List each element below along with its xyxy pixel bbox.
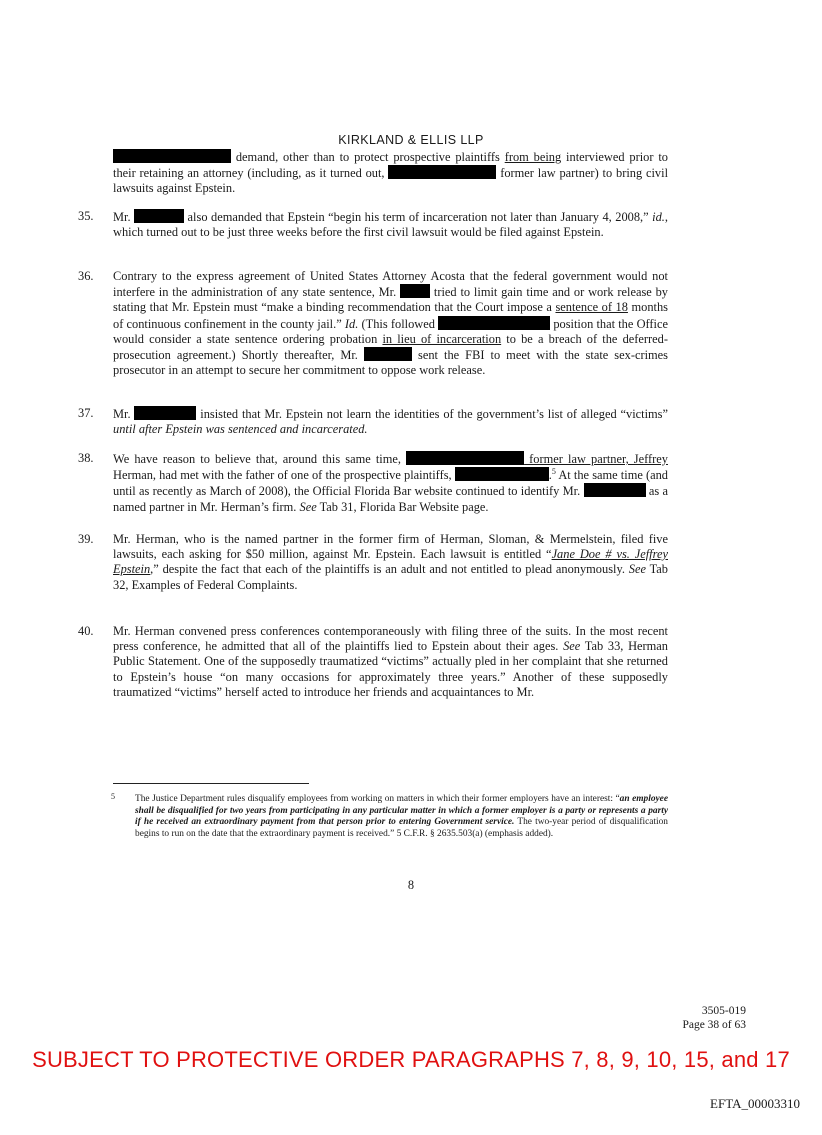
redaction-block	[438, 316, 550, 330]
paragraph-text: Mr. Herman convened press conferences contemporaneously with filing three of the suits. In the most recent press conference, he admitted that all of the plaintiffs lied to Epstein about their ages. See Tab 33, Herman Public Statement. One of the supposedly traumatized “victims” actually pled in her complaint that she returned to Epstein’s house “on many occasions for approximately three years.” Another of these supposedly traumatized “victims” herself acted to introduce her friends and acquaintances to Mr.	[113, 624, 668, 699]
protective-order-stamp: SUBJECT TO PROTECTIVE ORDER PARAGRAPHS 7, 8, 9, 10, 15, and 17	[32, 1047, 790, 1072]
page-of: Page 38 of 63	[682, 1019, 746, 1031]
footnote-reference: 5	[551, 467, 556, 477]
paragraph-text: We have reason to believe that, around this same time, former law partner, Jeffrey Herman, had met with the father of one of the prospective plaintiffs, .$^5$ At the same time (and until as recently as March of 2008), the Official Florida Bar website continued to identify Mr. as a named partner in Mr. Herman’s firm. See Tab 31, Florida Bar Website page.	[113, 452, 669, 514]
paragraph-number: 35.	[78, 209, 94, 223]
footnote	[113, 794, 668, 840]
redaction-block	[134, 209, 184, 223]
paragraph-number: 39.	[78, 532, 94, 546]
paragraph-text: Mr. insisted that Mr. Epstein not learn the identities of the government’s list of alleged “victims” until after Epstein was sentenced and incarcerated.	[113, 407, 669, 437]
redaction-block	[134, 406, 196, 420]
intro-paragraph: demand, other than to protect prospective plaintiffs from being interviewed prior to their retaining an attorney (including, as it turned out, former law partner) to bring civil lawsuits against Epstein.	[113, 150, 669, 196]
redaction-block	[406, 451, 524, 465]
bates-number: EFTA_00003310	[710, 1096, 800, 1111]
paragraph-number: 37.	[78, 406, 94, 420]
paragraph-text: Mr. also demanded that Epstein “begin his term of incarceration not later than January 4, 2008,” id., which turned out to be just three weeks before the first civil lawsuit would be filed against Epstein.	[113, 210, 669, 240]
footnote-number: 5	[111, 792, 115, 801]
doc-code: 3505-019	[701, 1005, 746, 1017]
redaction-block	[364, 347, 412, 361]
footnote-text: The Justice Department rules disqualify employees from working on matters in which their former employers have an interest: “an employee shall be disqualified for two years from participating in any particular matter in which a former employer is a party or represents a party if he received an extraordinary payment from that person prior to entering Government service. The two-year period of disqualification begins to run on the date that the extraordinary payment is received.” 5 C.F.R. § 2635.503(a) (emphasis added).	[135, 794, 668, 839]
redaction-block	[400, 284, 430, 298]
redaction-block	[388, 165, 496, 179]
document-id	[682, 1004, 746, 1032]
paragraph-number: 38.	[78, 451, 94, 465]
redaction-block	[584, 483, 646, 497]
paragraph-number: 36.	[78, 269, 94, 283]
letterhead: KIRKLAND & ELLIS LLP	[338, 133, 484, 147]
paragraph-number: 40.	[78, 624, 94, 638]
footnote-divider	[113, 783, 309, 784]
paragraph-text: Contrary to the express agreement of United States Attorney Acosta that the federal government would not interfere in the administration of any state sentence, Mr. tried to limit gain time and or work release by stating that Mr. Epstein must “make a binding recommendation that the Court impose a sentence of 18 months of continuous confinement in the county jail.” Id. (This followed position that the Office would consider a state sentence ordering probation in lieu of incarceration to be a breach of the deferred-prosecution agreement.) Shortly thereafter, Mr. sent the FBI to meet with the state sex-crimes prosecutor in an attempt to secure her commitment to oppose work release.	[113, 269, 669, 378]
page-number: 8	[407, 878, 415, 892]
redaction-block	[455, 467, 485, 481]
paragraph-text: Mr. Herman, who is the named partner in the former firm of Herman, Sloman, & Mermelstein, filed five lawsuits, each asking for $50 million, against Mr. Epstein. Each lawsuit is entitled “Jane Doe # vs. Jeffrey Epstein,” despite the fact that each of the plaintiffs is an adult and not entitled to plead anonymously. See Tab 32, Examples of Federal Complaints.	[113, 532, 668, 592]
redaction-block	[485, 467, 549, 481]
redaction-block	[113, 149, 231, 163]
